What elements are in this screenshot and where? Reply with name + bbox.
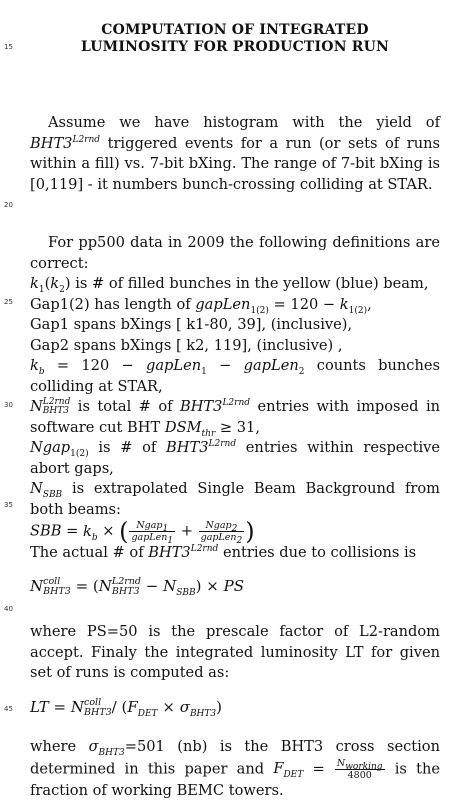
equation-sbb: SBB = $k_b$ × ( $\frac{Ngap_1}{gapLen_1}$ + $\frac{Ngap_2}{gapLen_2}$ ) — [30, 517, 255, 546]
def-kb: $k_b = 120$ − gapLen$_1$ − gapLen$_2$ counts bunches colliding at STAR, — [30, 357, 441, 395]
paragraph-prescale — [30, 622, 440, 684]
def-actual: The actual # of $BHT3^{L2rnd}$ entries due to collisions is — [30, 544, 417, 561]
line-number: 15 — [4, 43, 13, 51]
line-number: 25 — [4, 298, 13, 306]
def-k: $k_1(k_2)$ is # of filled bunches in the yellow (blue) beam, — [30, 275, 429, 295]
para1-text-b: triggered events for a run (or sets of runs within a fill) vs. 7-bit bXing. The range of 7-bit bXing is [0,119] - it numbers bunch-crossing colliding at STAR. — [30, 134, 440, 193]
math-bht3-l2rnd: $BHT3^{L2rnd}$ — [30, 134, 101, 152]
para1-text-a: Assume we have histogram with the yield of — [48, 114, 440, 131]
line-number: 40 — [4, 605, 13, 613]
section-title — [0, 22, 470, 56]
prescale-text: where PS=50 is the prescale factor of L2-random accept. Finaly the integrated luminosity LT for given set of runs is computed as: — [30, 623, 440, 681]
title-line-2: LUMINOSITY FOR PRODUCTION RUN — [80, 39, 390, 55]
def-nsbb: $N_{SBB}$ is extrapolated Single Beam Background from both beams: — [30, 480, 441, 518]
line-number: 30 — [4, 401, 13, 409]
equation-lt: LT = N coll BHT3 / $(F_{DET} \times \sigma_{BHT3})$ — [30, 697, 222, 719]
def-ngap: Ngap$_{1(2)}$ is # of $BHT3^{L2rnd}$ entries within respective abort gaps, — [30, 439, 441, 477]
paragraph-definitions — [30, 233, 440, 564]
def-gaplen: Gap1(2) has length of gapLen$_{1(2)}$ = $120 - k_{1(2)}$, — [30, 295, 372, 316]
definitions-intro: For pp500 data in 2009 the following definitions are correct: — [30, 234, 440, 272]
def-gap2-span: Gap2 spans bXings [ k2, 119], (inclusive) , — [30, 336, 343, 354]
equation-ncoll: N coll BHT3 = (N L2rnd BHT3 − $N_{SBB}$) × PS — [30, 576, 244, 598]
line-number: 45 — [4, 705, 13, 713]
def-n-bht3: N L2rnd BHT3 is total # of $BHT3^{L2rnd}$ entries with imposed in software cut BHT $DSM_{thr} \ge 31$, — [30, 397, 441, 439]
title-line-1: COMPUTATION OF INTEGRATED — [101, 22, 369, 38]
def-gap1-span: Gap1 spans bXings [ k1-80, 39], (inclusive), — [30, 316, 353, 333]
paragraph-cross-section: where $\sigma_{BHT3}=501$ (nb) is the BHT3 cross section determined in this paper and $F_{DET}$ = $\frac{N_{working}}{4800}$ is the fraction of working BEMC towers. — [30, 738, 441, 799]
line-number: 35 — [4, 501, 13, 509]
line-number: 20 — [4, 201, 13, 209]
paragraph-intro — [30, 113, 440, 195]
